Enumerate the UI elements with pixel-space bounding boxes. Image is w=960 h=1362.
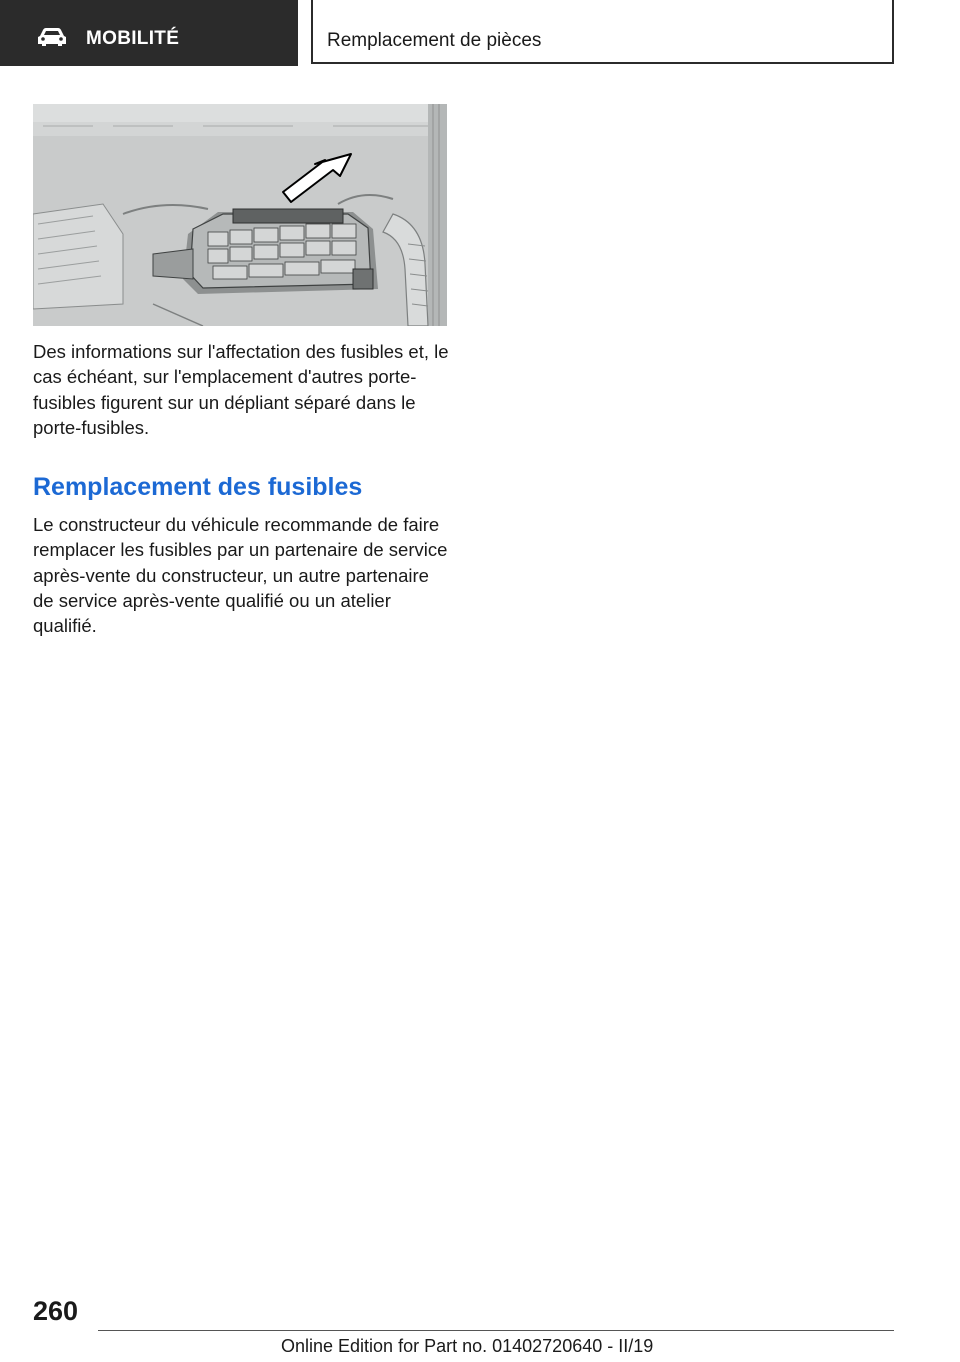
chapter-title: Remplacement de pièces xyxy=(327,30,542,51)
edition-text: Online Edition for Part no. 01402720640 - II/19 xyxy=(281,1336,654,1356)
fuse-replacement-paragraph: Le constructeur du véhicule recommande de faire remplacer les fusibles par un partenaire de service après-vente du constructeur, un autre partenaire de service après-vente qualifié ou un atelier qualifié. xyxy=(33,514,448,637)
footer-divider xyxy=(98,1330,894,1331)
fuse-box-illustration xyxy=(33,104,447,326)
chapter-header xyxy=(311,0,894,64)
section-tab xyxy=(0,0,298,66)
page-number: 260 xyxy=(33,1296,79,1326)
fuse-info-paragraph: Des informations sur l'affectation des fusibles et, le cas échéant, sur l'emplacement d'autres porte-fusibles figurent sur un dépliant séparé dans le porte-fusibles. xyxy=(33,341,449,438)
section-heading: Remplacement des fusibles xyxy=(33,473,363,501)
car-icon xyxy=(36,27,68,47)
section-label: MOBILITÉ xyxy=(86,28,180,49)
